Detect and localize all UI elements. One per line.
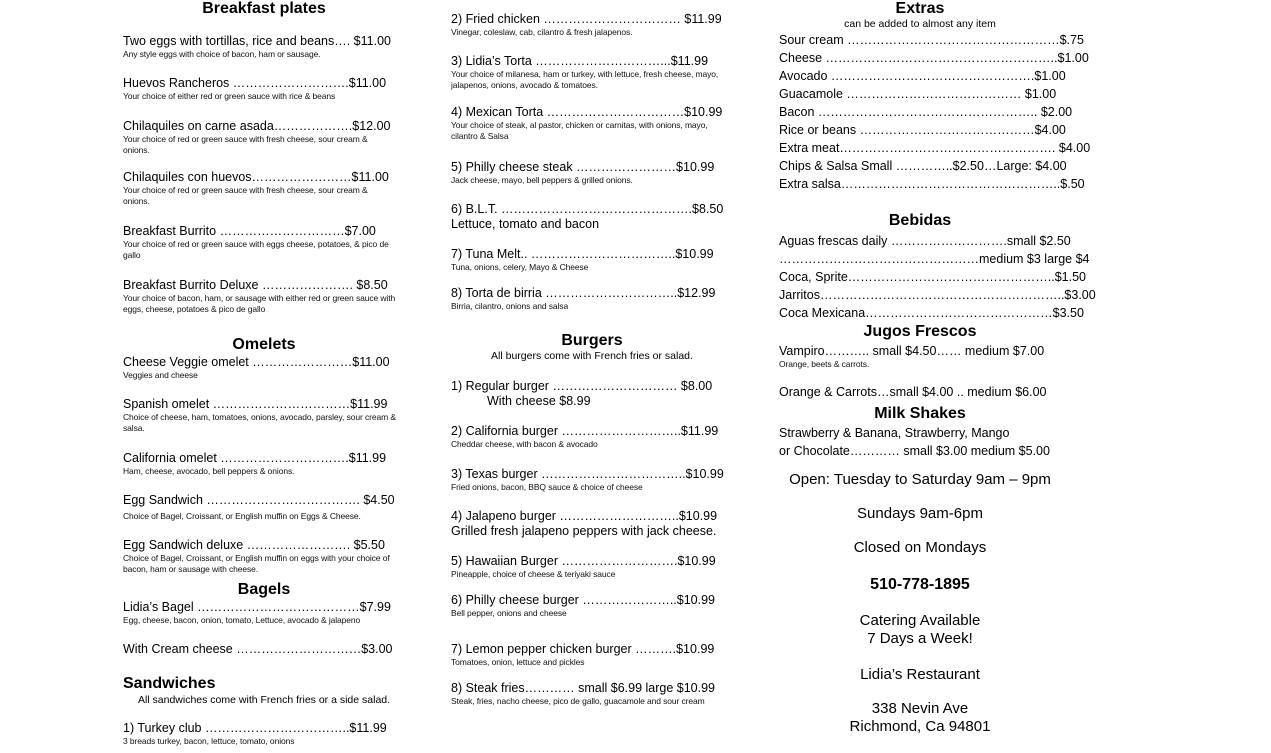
item-desc: Your choice of milanesa, ham or turkey, with lettuce, fresh cheese, mayo, jalapenos, onions, avocado & tomatoes. [451,69,719,90]
item-desc: Birria, cilantro, onions and salsa [451,301,569,311]
menu-item [451,286,715,312]
burgers-title: Burgers [561,332,623,349]
menu-item [123,278,398,315]
menu-item [451,424,718,450]
menu-item [123,397,403,434]
menu-item [123,642,393,657]
extras-list [779,31,1090,193]
menu-item [123,600,391,626]
item-desc: Choice of cheese, ham, tomatoes, onions, avocado, parsley, sour cream & salsa. [123,412,396,433]
item-desc: Bell pepper, onions and cheese [451,608,567,618]
bebidas-title: Bebidas [888,212,952,229]
menu-item [451,12,722,38]
menu-item [451,642,714,668]
item-desc: Choice of Bagel, Croissant, or English muffin on eggs with your choice of bacon, ham or sausage with cheese. [123,553,390,574]
item-desc: Choice of Bagel, Croissant, or English muffin on Eggs & Cheese. [123,511,361,521]
breakfast-title: Breakfast plates [202,0,326,17]
extras-item: Rice or beans ……………………………………$4.00 [779,123,1066,137]
bebidas-item: …………………………………………medium $3 large $4 [779,252,1090,266]
item-line: 4) Mexican Torta ……………………………$10.99 [451,105,723,119]
item-desc: Cheddar cheese, with bacon & avocado [451,439,598,449]
menu-item [451,54,733,91]
menu-item [451,554,716,580]
item-line: California omelet ………………………….$11.99 [123,451,387,465]
item-line: Orange & Carrots…small $4.00 .. medium $6.00 [779,385,1047,399]
item-sub: Lettuce, tomato and bacon [451,217,600,231]
catering-line: 7 Days a Week! [867,630,973,647]
hours-line: Open: Tuesday to Saturday 9am – 9pm [789,471,1051,488]
item-desc: Veggies and cheese [123,370,198,380]
shakes-line-1: Strawberry & Banana, Strawberry, Mango [779,426,1010,440]
menu-item [779,343,1044,370]
item-desc: Ham, cheese, avocado, bell peppers & onions. [123,466,295,476]
item-line: 2) California burger ………………………..$11.99 [451,424,719,438]
menu-item [123,451,386,477]
menu-item [779,383,1046,401]
catering-line: Catering Available [859,612,981,629]
item-desc: Egg, cheese, bacon, onion, tomato, Lettuce, avocado & jalapeno [123,615,361,625]
item-line: 5) Hawaiian Burger ……………………….$10.99 [451,554,716,568]
omelets-title: Omelets [232,336,296,353]
item-line: 3) Texas burger ……………………………..$10.99 [451,467,724,481]
sandwiches-subtitle: All sandwiches come with French fries or a side salad. [137,694,391,706]
menu-item [451,379,712,409]
item-desc: Pineapple, choice of cheese & teriyaki sauce [451,569,616,579]
item-line: Breakfast Burrito …………………………$7.00 [123,224,376,238]
menu-item [451,467,724,493]
menu-item [123,355,390,381]
item-desc: Your choice of red or green sauce with fresh cheese, sour cream & onions. [123,185,368,206]
extras-subtitle: can be added to almost any item [844,18,996,30]
shakes-line-2: or Chocolate………… small $3.00 medium $5.00 [779,444,1050,458]
item-line: 5) Philly cheese steak ……………………$10.99 [451,160,715,174]
menu-item [123,224,405,261]
item-desc: Tomatoes, onion, lettuce and pickles [451,657,585,667]
item-desc: Tuna, onions, celery, Mayo & Cheese [451,262,589,272]
item-desc: Vinegar, coleslaw, cab, cilantro & fresh jalapenos. [451,27,633,37]
extras-item: Sour cream ……………………………………………$.75 [779,33,1084,47]
item-line: Egg Sandwich deluxe ……………………. $5.50 [123,538,385,552]
phone-number: 510-778-1895 [870,576,970,593]
item-line: Chilaquiles con huevos……………………$11.00 [123,170,389,184]
menu-item [123,170,393,207]
shakes-title: Milk Shakes [874,405,966,422]
item-desc: Steak, fries, nacho cheese, pico de gallo, guacamole and sour cream [451,696,705,706]
menu-item [123,493,405,522]
item-line: 7) Tuna Melt.. ……………………………..$10.99 [451,247,714,261]
menu-item [451,202,723,232]
item-line: Two eggs with tortillas, rice and beans…. $11.00 [123,34,391,48]
item-desc: Orange, beets & carrots. [779,359,870,369]
item-desc: Your choice of either red or green sauce with rice & beans [123,91,336,101]
item-line: With Cream cheese …………………………$3.00 [123,642,393,656]
address-line: Richmond, Ca 94801 [849,718,991,735]
item-line: 8) Torta de birria …………………………..$12.99 [451,286,716,300]
extras-item: Bacon …………………………………………….. $2.00 [779,105,1073,119]
item-line: Lidia’s Bagel …………………………………$7.99 [123,600,391,614]
item-line: 7) Lemon pepper chicken burger ……….$10.99 [451,642,715,656]
address-line: 338 Nevin Ave [871,700,969,717]
menu-item [123,34,391,60]
item-desc: Your choice of red or green sauce with eggs cheese, potatoes, & pico de gallo [123,239,389,260]
menu-item [451,105,729,142]
item-line: 8) Steak fries………… small $6.99 large $10.99 [451,681,716,695]
menu-item [451,593,715,619]
sandwiches-title: Sandwiches [123,675,216,692]
item-line: Spanish omelet ……………………………$11.99 [123,397,388,411]
menu-item [451,160,714,186]
hours-line: Sundays 9am-6pm [857,505,983,522]
item-line: Breakfast Burrito Deluxe …………………. $8.50 [123,278,388,292]
item-line: 1) Regular burger ………………………… $8.00 [451,379,713,393]
item-desc: Any style eggs with choice of bacon, ham or sausage. [123,49,321,59]
extras-item: Extra salsa……………………………………………..$.50 [779,177,1085,191]
extras-item: Extra meat……………………………………………. $4.00 [779,141,1091,155]
extras-item: Avocado ………………………………………….$1.00 [779,69,1066,83]
item-line: 2) Fried chicken …………………………… $11.99 [451,12,722,26]
extras-item: Chips & Salsa Small …………..$2.50…Large: $4.00 [779,159,1067,173]
item-line: 3) Lidia’s Torta …………………………...$11.99 [451,54,709,68]
bebidas-item: Coca, Sprite…………………………………………..$1.50 [779,270,1087,284]
item-line: Egg Sandwich ………………………………. $4.50 [123,493,395,507]
bebidas-list [779,232,1096,322]
item-desc: Your choice of steak, al pastor, chicken or carnitas, with onions, mayo, cilantro & Salsa [451,120,708,141]
item-desc: Jack cheese, mayo, bell peppers & grilled onions. [451,175,633,185]
menu-item [123,76,405,102]
burgers-subtitle: All burgers come with French fries or salad. [491,350,693,362]
item-line: Huevos Rancheros ……………………….$11.00 [123,76,387,90]
item-sub: With cheese $8.99 [487,394,591,408]
extras-item: Cheese ………………………………………………..$1.00 [779,51,1089,65]
item-desc: Your choice of red or green sauce with fresh cheese, sour cream & onions. [123,134,368,155]
item-line: 1) Turkey club ……………………………..$11.99 [123,721,387,735]
extras-item: Guacamole …………………………………… $1.00 [779,87,1057,101]
bebidas-item: Coca Mexicana………………………………………$3.50 [779,306,1084,320]
jugos-title: Jugos Frescos [863,323,977,340]
item-sub: Grilled fresh jalapeno peppers with jack cheese. [451,524,717,538]
item-line: Cheese Veggie omelet ……………………$11.00 [123,355,390,369]
item-line: Chilaquiles on carne asada……………….$12.00 [123,119,391,133]
menu-item [451,247,714,273]
extras-title: Extras [895,0,945,17]
bebidas-item: Jarritos…………………………………………………..$3.00 [779,288,1096,302]
bebidas-item: Aguas frescas daily ……………………….small $2.50 [779,234,1071,248]
item-line: 6) B.L.T. ……………………………………….$8.50 [451,202,724,216]
menu-item [451,681,715,707]
item-line: Vampiro……….. small $4.50…… medium $7.00 [779,344,1045,358]
hours-line: Closed on Mondays [853,539,987,556]
menu-item [123,119,393,156]
menu-item [123,538,403,575]
restaurant-name: Lidia’s Restaurant [860,666,980,683]
item-desc: Your choice of bacon, ham, or sausage with either red or green sauce with eggs, cheese, potatoes & pico de gallo [123,293,396,314]
item-desc: Fried onions, bacon, BBQ sauce & choice of cheese [451,482,643,492]
bagels-title: Bagels [237,581,291,598]
menu-item [123,721,387,747]
menu-item [451,509,717,539]
item-line: 4) Jalapeno burger ………………………..$10.99 [451,509,718,523]
item-desc: 3 breads turkey, bacon, lettuce, tomato, onions [123,736,295,746]
item-line: 6) Philly cheese burger …………………..$10.99 [451,593,715,607]
